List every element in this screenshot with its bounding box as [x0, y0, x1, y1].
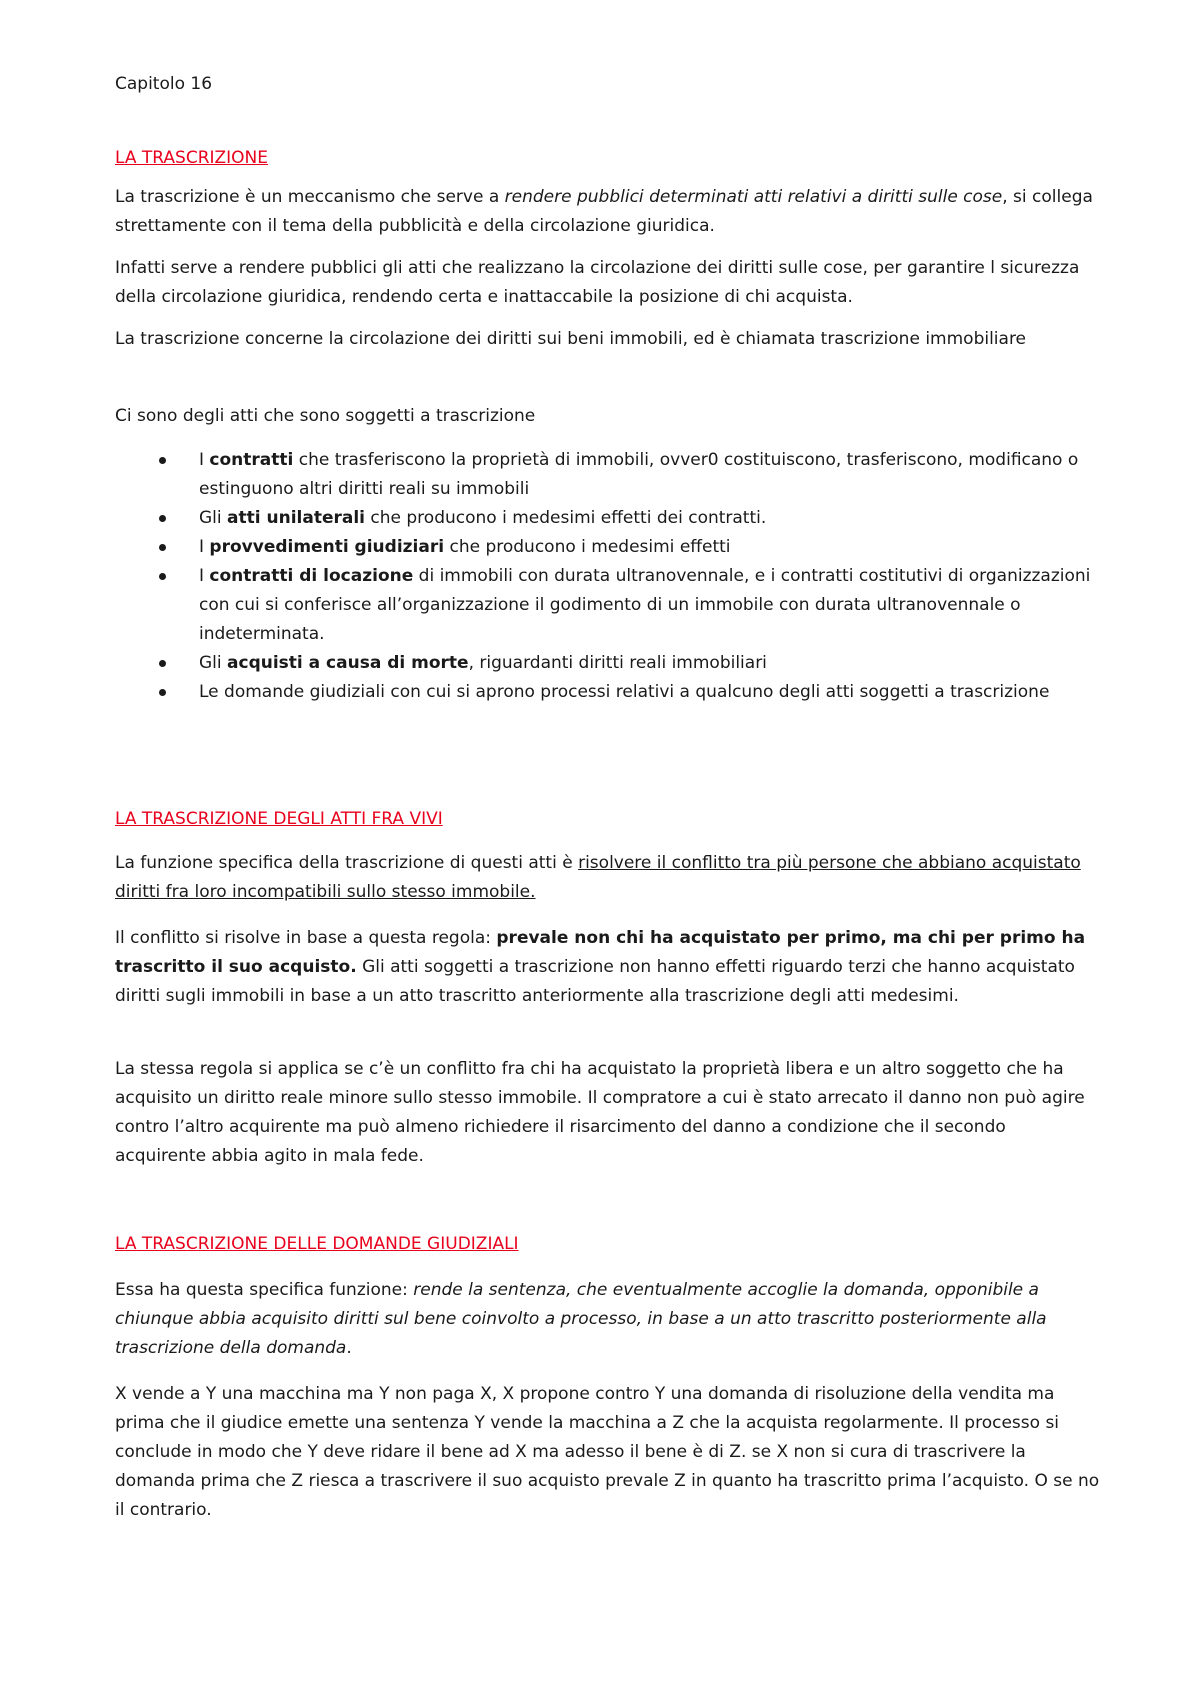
text-run: . [346, 1338, 352, 1358]
bullet-icon [159, 573, 166, 580]
bullet-icon [159, 660, 166, 667]
text-run: , si collega strettamente con il tema della pubblicità e della circolazione giuridica. [115, 187, 1093, 236]
list-item: I contratti che trasferiscono la proprietà di immobili, ovver0 costituiscono, trasferiscono, modificano o estinguono altri diritti reali su immobili [115, 446, 1100, 504]
section-heading-trascrizione: LA TRASCRIZIONE [115, 148, 269, 168]
bold-text: contratti [209, 450, 294, 470]
text-run: Gli atti soggetti a trascrizione non hanno effetti riguardo terzi che hanno acquistato diritti sugli immobili in base a un atto trascritto anteriormente alla trascrizione degli atti medesimi. [115, 957, 1075, 1006]
section-heading-domande-giudiziali: LA TRASCRIZIONE DELLE DOMANDE GIUDIZIALI [115, 1234, 519, 1254]
bold-text: acquisti a causa di morte [227, 653, 469, 673]
bullet-icon [159, 689, 166, 696]
bold-text: contratti di locazione [209, 566, 414, 586]
text-run: Essa ha questa specifica funzione: [115, 1280, 414, 1300]
list-item: Le domande giudiziali con cui si aprono processi relativi a qualcuno degli atti soggetti a trascrizione [115, 678, 1100, 707]
paragraph [115, 183, 1100, 241]
bullet-icon [159, 515, 166, 522]
italic-text: rende la sentenza, che eventualmente accoglie la domanda, opponibile a chiunque abbia acquisito diritti sul bene coinvolto a processo, in base a un atto trascritto posteriormente alla trascrizione della domanda [115, 1280, 1047, 1358]
paragraph: X vende a Y una macchina ma Y non paga X, X propone contro Y una domanda di risoluzione della vendita ma prima che il giudice emette una sentenza Y vende la macchina a Z che la acquista regolarmente. Il processo si conclude in modo che Y deve ridare il bene ad X ma adesso il bene è di Z. se X non si cura di trascrivere la domanda prima che Z riesca a trascrivere il suo acquisto prevale Z in quanto ha trascritto prima l’acquisto. O se no il contrario. [115, 1384, 1100, 1520]
text-run: La trascrizione è un meccanismo che serve a [115, 187, 505, 207]
list-item: I contratti di locazione di immobili con durata ultranovennale, e i contratti costitutivi di organizzazioni con cui si conferisce all’organizzazione il godimento di un immobile con durata ultranovennale o indeterminata. [115, 562, 1100, 649]
paragraph [115, 849, 1100, 907]
bold-text: prevale non chi ha acquistato per primo, ma chi per primo ha trascritto il suo acquisto. [115, 928, 1086, 977]
bold-text: provvedimenti giudiziari [209, 537, 445, 557]
list-intro: Ci sono degli atti che sono soggetti a trascrizione [115, 406, 536, 426]
italic-text: rendere pubblici determinati atti relativi a diritti sulle cose [504, 187, 1003, 207]
bullet-icon [159, 457, 166, 464]
list-item: Gli atti unilaterali che producono i medesimi effetti dei contratti. [115, 504, 1100, 533]
paragraph: La trascrizione concerne la circolazione dei diritti sui beni immobili, ed è chiamata trascrizione immobiliare [115, 329, 1027, 349]
bold-text: atti unilaterali [227, 508, 365, 528]
underlined-text: risolvere il conflitto tra più persone che abbiano acquistato diritti fra loro incompatibili sullo stesso immobile. [115, 853, 1081, 902]
section-heading-atti-fra-vivi: LA TRASCRIZIONE DEGLI ATTI FRA VIVI [115, 809, 443, 829]
chapter-label: Capitolo 16 [115, 74, 213, 94]
bullet-icon [159, 544, 166, 551]
text-run: La funzione specifica della trascrizione di questi atti è [115, 853, 579, 873]
text-run: Il conflitto si risolve in base a questa regola: [115, 928, 497, 948]
bullet-list [115, 446, 1100, 707]
paragraph: La stessa regola si applica se c’è un conflitto fra chi ha acquistato la proprietà libera e un altro soggetto che ha acquisito un diritto reale minore sullo stesso immobile. Il compratore a cui è stato arrecato il danno non può agire contro l’altro acquirente ma può almeno richiedere il risarcimento del danno a condizione che il secondo acquirente abbia agito in mala fede. [115, 1059, 1085, 1166]
paragraph [115, 924, 1100, 1011]
paragraph [115, 1276, 1100, 1363]
list-item: I provvedimenti giudiziari che producono i medesimi effetti [115, 533, 1100, 562]
list-item: Gli acquisti a causa di morte, riguardanti diritti reali immobiliari [115, 649, 1100, 678]
paragraph: Infatti serve a rendere pubblici gli atti che realizzano la circolazione dei diritti sulle cose, per garantire l sicurezza della circolazione giuridica, rendendo certa e inattaccabile la posizione di chi acquista. [115, 258, 1080, 307]
